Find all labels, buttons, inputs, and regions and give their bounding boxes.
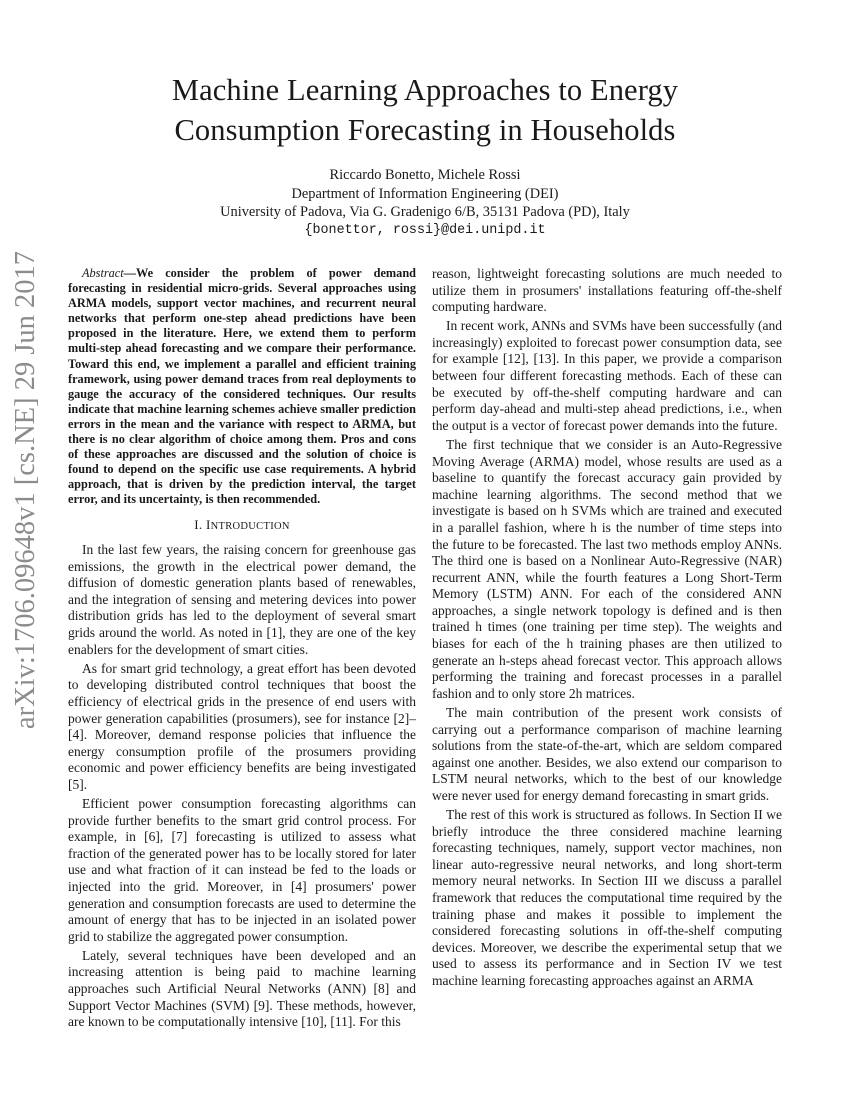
section-title-initial: I <box>205 516 211 532</box>
intro-paragraph-3: Efficient power consumption forecasting algorithms can provide further benefits to the smart grid control process. For example, in [6], [7] forecasting is utilized to assess what fraction of the generated power has to be locally stored for later use and what fraction of it can instead be fed to the loads or injected into the grid. Moreover, in [4] prosumers' power generation and consumption forecasts are used to determine the amount of energy that has to be injected in an isolated power grid to stabilize the aggregated power consumption. <box>68 796 416 944</box>
right-paragraph-2: In recent work, ANNs and SVMs have been successfully (and increasingly) exploited to forecast power consumption data, see for example [12], [13]. In this paper, we provide a comparison between four different forecasting methods. Each of these can be executed by off-the-shelf computing hardware and can perform day-ahead and multi-step ahead predictions, i.e., when the output is a vector of forecast power demands into the future. <box>432 318 782 433</box>
abstract-label: Abstract <box>82 266 124 280</box>
right-paragraph-4: The main contribution of the present work consists of carrying out a performance comparison of machine learning solutions from the state-of-the-art, which are seldom compared against one another. Besides, we also extend our comparison to LSTM neural networks, which to the best of our knowledge were never used for energy demand forecasting in smart grids. <box>432 704 782 803</box>
arxiv-stamp[interactable]: arXiv:1706.09648v1 [cs.NE] 29 Jun 2017 <box>10 250 41 730</box>
right-column <box>432 266 782 990</box>
abstract <box>68 266 416 508</box>
intro-paragraph-1: In the last few years, the raising concern for greenhouse gas emissions, the growth in the electrical power demand, the diffusion of domestic generation plants based of renewables, and the integration of sensing and metering devices into power distribution grids has led to the deployment of several smart grids around the world. As noted in [1], they are one of the key enablers for the development of smart cities. <box>68 542 416 657</box>
right-paragraph-3: The first technique that we consider is an Auto-Regressive Moving Average (ARMA) model, whose results are used as a baseline to quantify the forecast accuracy gain provided by machine learning algorithms. The second method that we investigate is based on h SVMs which are trained and executed in a parallel fashion, where h is the number of time steps into the future to be forecasted. The last two methods employ ANNs. The third one is based on a Nonlinear Auto-Regressive (NAR) recurrent ANN, while the fourth features a Long Short-Term Memory (LSTM) ANN. For each of the considered ANN approaches, a single network topology is defined and is then trained h times (one training per time step). The weights and biases for each of the h training phases are then utilized to generate an h-steps ahead forecast vector. This approach allows performing the training and forecast processes in a parallel fashion and to only store 2h matrices. <box>432 436 782 701</box>
intro-paragraph-2: As for smart grid technology, a great effort has been devoted to developing distributed control techniques that boost the efficiency of electrical grids in the presence of end users with power generation capabilities (prosumers), see for instance [2]–[4]. Moreover, demand response policies that influence the energy consumption profile of the prosumers providing economic and power efficiency benefits are being investigated [5]. <box>68 660 416 792</box>
right-paragraph-5: The rest of this work is structured as follows. In Section II we briefly introduce the three considered machine learning forecasting techniques, namely, support vector machines, non linear auto-regressive neural networks, and long short-term memory neural networks. In Section III we discuss a parallel framework that reduces the computational time required by the training phase and makes it possible to implement the considered forecasting solutions in off-the-shelf computing devices. Moreover, we describe the experimental setup that we used to assess its performance and in Section IV we test machine learning forecasting approaches against an ARMA <box>432 807 782 988</box>
abstract-text: —We consider the problem of power demand forecasting in residential micro-grids. Several approaches using ARMA models, support vector machines, and recurrent neural networks that perform one-step ahead predictions have been proposed in the literature. Here, we extend them to perform multi-step ahead forecasting and we compare their performance. Toward this end, we implement a parallel and efficient training framework, using power demand traces from real deployments to gauge the accuracy of the considered techniques. Our results indicate that machine learning schemes achieve smaller prediction errors in the mean and the variance with respect to ARMA, but there is no clear algorithm of choice among them. Pros and cons of these approaches are discussed and the solution of choice is found to depend on the specific use case requirements. A hybrid approach, that is driven by the prediction interval, the target error, and its uncertainty, is then recommended. <box>68 266 416 507</box>
arxiv-stamp-container <box>0 0 41 730</box>
right-paragraph-1: reason, lightweight forecasting solutions are much needed to utilize them in prosumers' installations featuring off-the-shelf computing hardware. <box>432 266 782 315</box>
intro-paragraph-4: Lately, several techniques have been developed and an increasing attention is being paid to machine learning approaches such Artificial Neural Networks (ANN) [8] and Support Vector Machines (SVM) [9]. These methods, however, are known to be computationally intensive [10], [11]. For this <box>68 947 416 1030</box>
title-line-2: Consumption Forecasting in Households <box>174 113 676 147</box>
author-department: Department of Information Engineering (DEI) <box>291 185 559 202</box>
section-title-rest: NTRODUCTION <box>210 520 290 532</box>
author-block <box>0 166 850 240</box>
author-email[interactable]: {bonettor, rossi}@dei.unipd.it <box>304 222 546 238</box>
author-names: Riccardo Bonetto, Michele Rossi <box>329 167 521 183</box>
section-heading-introduction <box>68 517 416 536</box>
paper-title <box>0 70 850 150</box>
section-number: I. <box>194 516 203 532</box>
title-line-1: Machine Learning Approaches to Energy <box>171 73 679 107</box>
author-address: University of Padova, Via G. Gradenigo 6/B, 35131 Padova (PD), Italy <box>220 204 630 221</box>
left-column <box>68 266 416 1031</box>
